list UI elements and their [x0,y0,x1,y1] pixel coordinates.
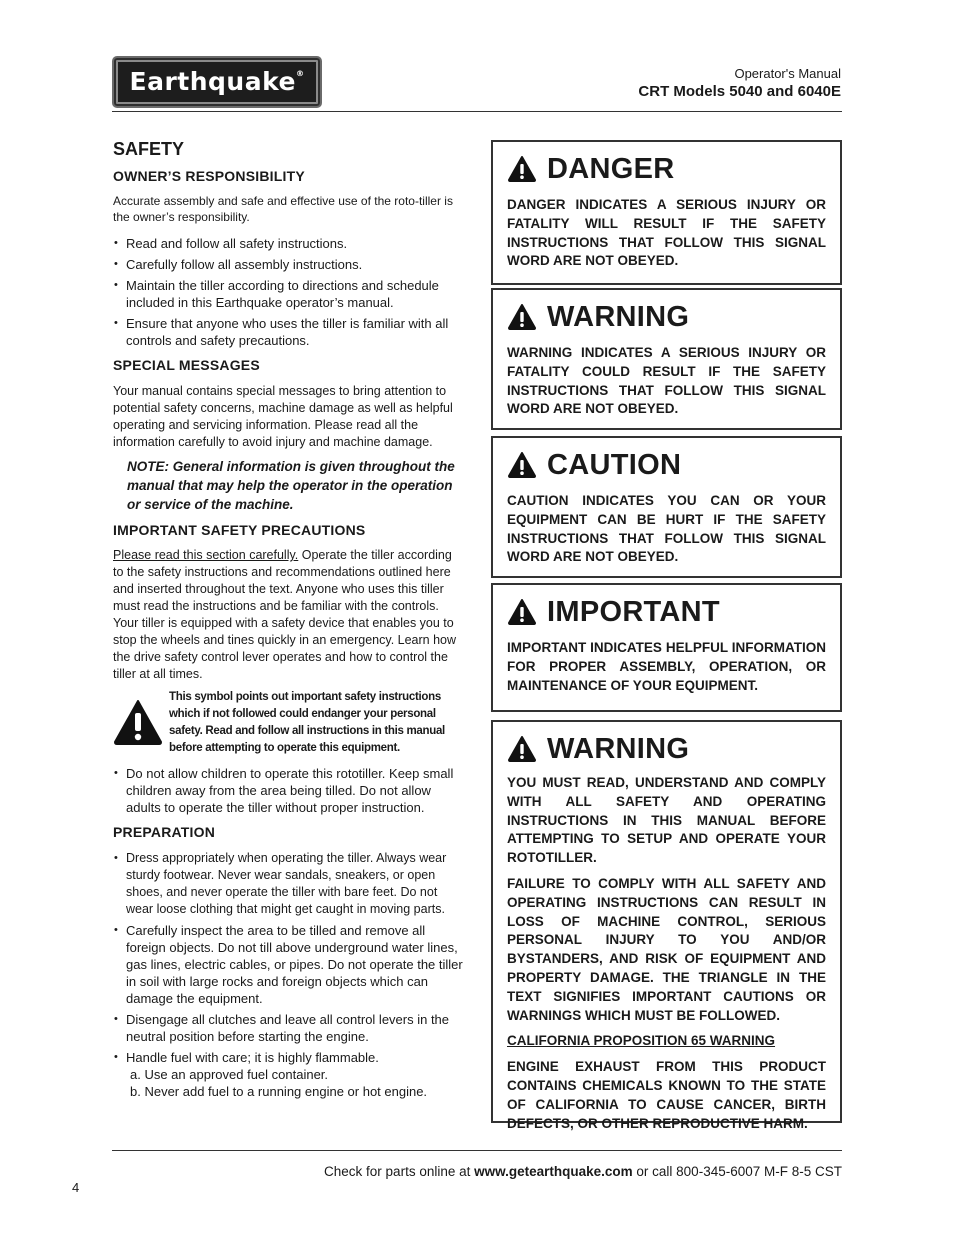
list-item: • Ensure that anyone who uses the tiller is familiar with all controls and safety precautions. [113,315,463,349]
list-item: • Carefully follow all assembly instructions. [113,256,463,273]
logo-text: Earthquake [129,67,296,96]
preparation-bullets [113,850,463,1100]
footer-pre: Check for parts online at [324,1164,475,1179]
warning-triangle-icon [507,451,537,479]
list-item: • Carefully inspect the area to be tilled and remove all foreign objects. Do not till above underground water lines, gas lines, electric cables, or pipes. Do not operate the tiller in soil with large rocks and foreign objects which can damage the equipment. [113,922,463,1007]
footer-post: or call 800-345-6007 M-F 8-5 CST [632,1164,842,1179]
earthquake-logo [112,56,322,108]
warning-main-text-2: FAILURE TO COMPLY WITH ALL SAFETY AND OPERATING INSTRUCTIONS CAN RESULT IN LOSS OF MACHINE CONTROL, SERIOUS PERSONAL INJURY TO YOU AND/OR BYSTANDERS, AND RISK OF EQUIPMENT AND PROPERTY DAMAGE. THE TRIANGLE IN THE TEXT SIGNIFIES IMPORTANT CAUTIONS OR WARNINGS WHICH MUST BE FOLLOWED. [507,875,826,1023]
footer-text [324,1164,842,1179]
important-title: IMPORTANT [547,596,720,628]
owner-intro: Accurate assembly and safe and effective use of the roto-tiller is the owner’s responsibility. [113,194,453,224]
fuel-sub-b: b. Never add fuel to a running engine or hot engine. [130,1083,428,1099]
warning-title: WARNING [547,301,690,333]
warning-triangle-icon [507,598,537,626]
header-divider [112,111,842,112]
logo-registered-mark: ® [296,69,305,78]
list-item [113,1049,463,1100]
symbol-text: This symbol points out important safety instructions which if not followed could endanger your personal safety. Read and follow all instructions in this manual before attempting to operate this equipment. [169,691,445,754]
precautions-body: Operate the tiller according to the safety instructions and recommendations outlined here and inserted throughout the text. Anyone who uses this tiller must read the instructions and be familiar with the controls. Your tiller is equipped with a safety device that enables you to stop the wheels and tines quickly in an emergency. Learn how the drive safety control lever operates and how to control the tiller at all times. [113,548,457,681]
list-item: • Do not allow children to operate this rototiller. Keep small children away from the area being tilled. Do not allow adults to operate the tiller without proper instruction. [113,765,463,816]
models-label: CRT Models 5040 and 6040E [638,83,841,100]
warning-box [491,288,842,430]
important-text: IMPORTANT INDICATES HELPFUL INFORMATION FOR PROPER ASSEMBLY, OPERATION, OR MAINTENANCE OF YOUR EQUIPMENT. [507,640,826,693]
special-note: NOTE: General information is given throughout the manual that may help the operator in the operation or service of the machine. [127,458,455,512]
caution-text: CAUTION INDICATES YOU CAN OR YOUR EQUIPMENT CAN BE HURT IF THE SAFETY INSTRUCTIONS THAT FOLLOW THIS SIGNAL WORD ARE NOT OBEYED. [507,493,826,565]
danger-text: DANGER INDICATES A SERIOUS INJURY OR FATALITY WILL RESULT IF THE SAFETY INSTRUCTIONS THAT FOLLOW THIS SIGNAL WORD ARE NOT OBEYED. [507,197,826,269]
manual-label: Operator's Manual [734,66,841,81]
section-title: SAFETY [113,139,185,159]
fuel-sub-a: a. Use an approved fuel container. [130,1066,329,1082]
owner-bullets [113,235,463,349]
list-item: • Disengage all clutches and leave all control levers in the neutral position before starting the engine. [113,1011,463,1045]
caution-box [491,436,842,578]
precautions-text [113,547,463,683]
special-text: Your manual contains special messages to bring attention to potential safety concerns, machine damage as well as helpful operating and servicing information. Please read all the information carefully to avoid injury and machine damage. [113,383,453,449]
list-item: • Read and follow all safety instructions. [113,235,463,252]
warning-triangle-icon [507,735,537,763]
header-info [638,66,841,100]
warning-text: WARNING INDICATES A SERIOUS INJURY OR FATALITY COULD RESULT IF THE SAFETY INSTRUCTIONS THAT FOLLOW THIS SIGNAL WORD ARE NOT OBEYED. [507,345,826,417]
warning-triangle-icon [507,303,537,331]
warning-triangle-icon [113,699,163,745]
warning-triangle-icon [507,155,537,183]
list-item: • Maintain the tiller according to directions and schedule included in this Earthquake operator’s manual. [113,277,463,311]
special-title: SPECIAL MESSAGES [113,357,260,373]
footer-url: www.getearthquake.com [474,1164,633,1179]
list-item: • Dress appropriately when operating the tiller. Always wear sturdy footwear. Never wear sandals, sneakers, or open shoes, and never operate the tiller with bare feet. Do not wear loose clothing that might get caught in moving parts. [113,850,463,918]
danger-title: DANGER [547,153,675,185]
preparation-title: PREPARATION [113,824,216,840]
owner-title: OWNER’S RESPONSIBILITY [113,167,305,184]
danger-box [491,140,842,285]
page-number: 4 [72,1180,80,1195]
fuel-text: Handle fuel with care; it is highly flammable. [126,1049,379,1065]
left-column [113,141,463,1108]
precautions-title: IMPORTANT SAFETY PRECAUTIONS [113,521,366,538]
warning-main-title: WARNING [547,733,690,765]
important-box [491,583,842,712]
caution-title: CAUTION [547,449,682,481]
prop65-title: CALIFORNIA PROPOSITION 65 WARNING [507,1033,776,1049]
footer-divider [112,1150,842,1151]
precautions-lead: Please read this section carefully. [113,548,299,562]
warning-main-text-1: YOU MUST READ, UNDERSTAND AND COMPLY WITH ALL SAFETY AND OPERATING INSTRUCTIONS IN THIS MANUAL BEFORE ATTEMPTING TO SETUP AND OPERATE YOUR ROTOTILLER. [507,775,826,866]
precautions-bullets [113,765,463,816]
symbol-block [113,689,463,759]
prop65-text: ENGINE EXHAUST FROM THIS PRODUCT CONTAINS CHEMICALS KNOWN TO THE STATE OF CALIFORNIA TO CAUSE CANCER, BIRTH DEFECTS, OR OTHER REPRODUCTIVE HARM. [507,1059,826,1131]
warning-main-box [491,720,842,1131]
